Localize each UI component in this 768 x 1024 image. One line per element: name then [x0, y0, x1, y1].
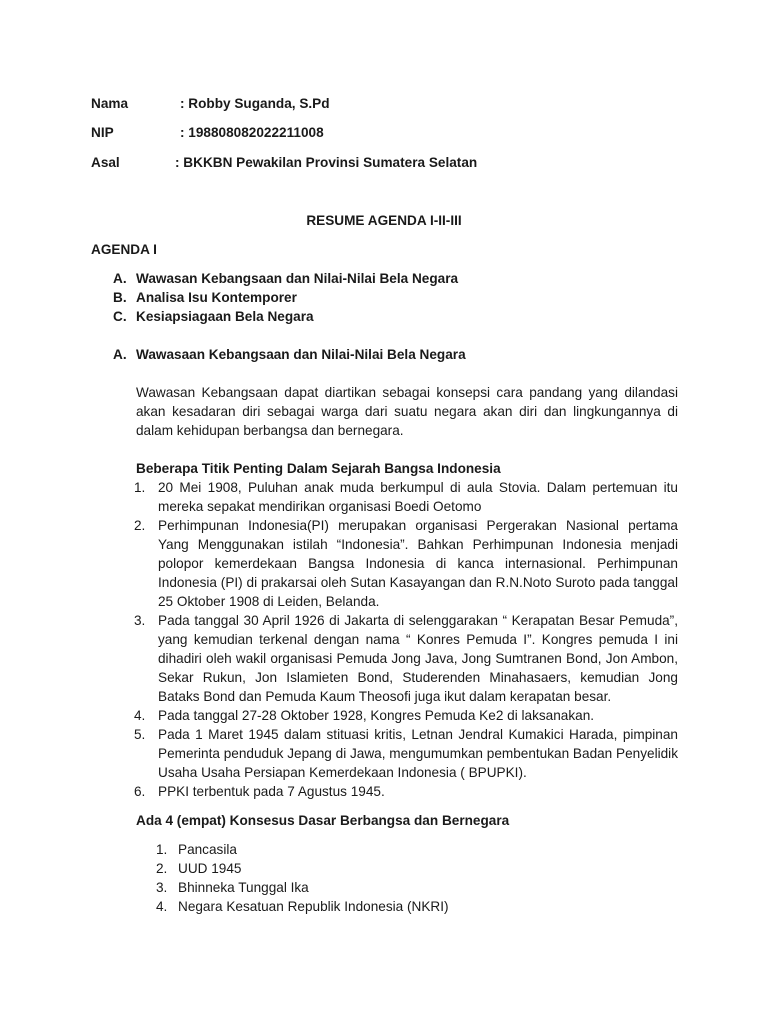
nip-value: : 198808082022211008	[180, 125, 324, 140]
list-item	[113, 878, 678, 897]
agenda-item-marker: A.	[113, 271, 127, 286]
list-item-number: 4.	[134, 708, 146, 723]
nama-value: : Robby Suganda, S.Pd	[180, 96, 330, 111]
asal-label: Asal	[91, 155, 120, 170]
list-item-number: 2.	[134, 518, 146, 533]
section-a-paragraph: Wawasan Kebangsaan dapat diartikan sebagai konsepsi cara pandang yang dilandasi akan kesadaran diri sebagai warga dari suatu negara akan diri dan lingkungannya di dalam kehidupan berbangsa dan bernegara.	[136, 385, 678, 438]
list-item	[113, 478, 678, 516]
list-item-text: PPKI terbentuk pada 7 Agustus 1945.	[158, 784, 385, 799]
agenda-item-text: Analisa Isu Kontemporer	[136, 290, 297, 305]
nama-label: Nama	[91, 96, 129, 111]
list-item-number: 1.	[156, 842, 168, 857]
list-item-number: 3.	[134, 613, 146, 628]
section-a-marker: A.	[113, 347, 127, 362]
list-item-number: 3.	[156, 880, 168, 895]
list-item-text: Perhimpunan Indonesia(PI) merupakan organisasi Pergerakan Nasional pertama Yang Menggunakan istilah “Indonesia”. Bahkan Perhimpunan Indonesia menjadi polopor kemerdekaan Bangsa Indonesia di kanca internasional. Perhimpunan Indonesia (PI) di prakarsai oleh Sutan Kasayangan dan R.N.Noto Suroto pada tanggal 25 Oktober 1908 di Leiden, Belanda.	[158, 518, 678, 609]
list-item	[113, 725, 678, 782]
document-title: RESUME AGENDA I-II-III	[306, 213, 462, 228]
list-item-text: 20 Mei 1908, Puluhan anak muda berkumpul di aula Stovia. Dalam pertemuan itu mereka sepakat mendirikan organisasi Boedi Oetomo	[158, 480, 678, 514]
list-item-text: Bhinneka Tunggal Ika	[178, 880, 309, 895]
list-item-number: 4.	[156, 899, 168, 914]
agenda-heading: AGENDA I	[91, 242, 157, 257]
list-item-number: 6.	[134, 784, 146, 799]
list-item	[113, 516, 678, 611]
list-item-number: 5.	[134, 727, 146, 742]
agenda-item-text: Kesiapsiagaan Bela Negara	[136, 309, 314, 324]
list-item-text: Pada tanggal 27-28 Oktober 1928, Kongres Pemuda Ke2 di laksanakan.	[158, 708, 595, 723]
list-item-text: Pada 1 Maret 1945 dalam stituasi kritis, Letnan Jendral Kumakici Harada, pimpinan Pemerinta penduduk Jepang di Jawa, mengumumkan pembentukan Badan Penyelidik Usaha Usaha Persiapan Kemerdekaan Indonesia ( BPUPKI).	[158, 727, 678, 780]
konsensus-heading: Ada 4 (empat) Konsesus Dasar Berbangsa dan Bernegara	[136, 813, 510, 828]
list-item-text: Pancasila	[178, 842, 237, 857]
section-a-title: Wawasaan Kebangsaan dan Nilai-Nilai Bela Negara	[136, 347, 466, 362]
list-item-number: 2.	[156, 861, 168, 876]
list-item	[113, 782, 678, 801]
list-item	[113, 897, 678, 916]
asal-value: : BKKBN Pewakilan Provinsi Sumatera Selatan	[175, 155, 478, 170]
list-item-text: Negara Kesatuan Republik Indonesia (NKRI)	[178, 899, 449, 914]
sejarah-heading: Beberapa Titik Penting Dalam Sejarah Bangsa Indonesia	[136, 461, 501, 476]
agenda-item-marker: C.	[113, 309, 127, 324]
list-item	[113, 859, 678, 878]
agenda-item-text: Wawasan Kebangsaan dan Nilai-Nilai Bela Negara	[136, 271, 459, 286]
nip-label: NIP	[91, 125, 114, 140]
list-item	[113, 611, 678, 706]
konsensus-list	[113, 840, 678, 916]
list-item-text: Pada tanggal 30 April 1926 di Jakarta di selenggarakan “ Kerapatan Besar Pemuda”, yang kemudian terkenal dengan nama “ Konres Pemuda I”. Kongres pemuda I ini dihadiri oleh wakil organisasi Pemuda Jong Java, Jong Sumtranen Bond, Jon Ambon, Sekar Rukun, Jon Islamieten Bond, Studerenden Minahasaers, kemudian Jong Bataks Bond dan Pemuda Kaum Theosofi juga ikut dalam kerapatan besar.	[158, 613, 678, 704]
sejarah-list	[113, 478, 678, 801]
list-item	[113, 840, 678, 859]
list-item	[113, 706, 678, 725]
list-item-text: UUD 1945	[178, 861, 242, 876]
agenda-item-marker: B.	[113, 290, 127, 305]
list-item-number: 1.	[134, 480, 146, 495]
